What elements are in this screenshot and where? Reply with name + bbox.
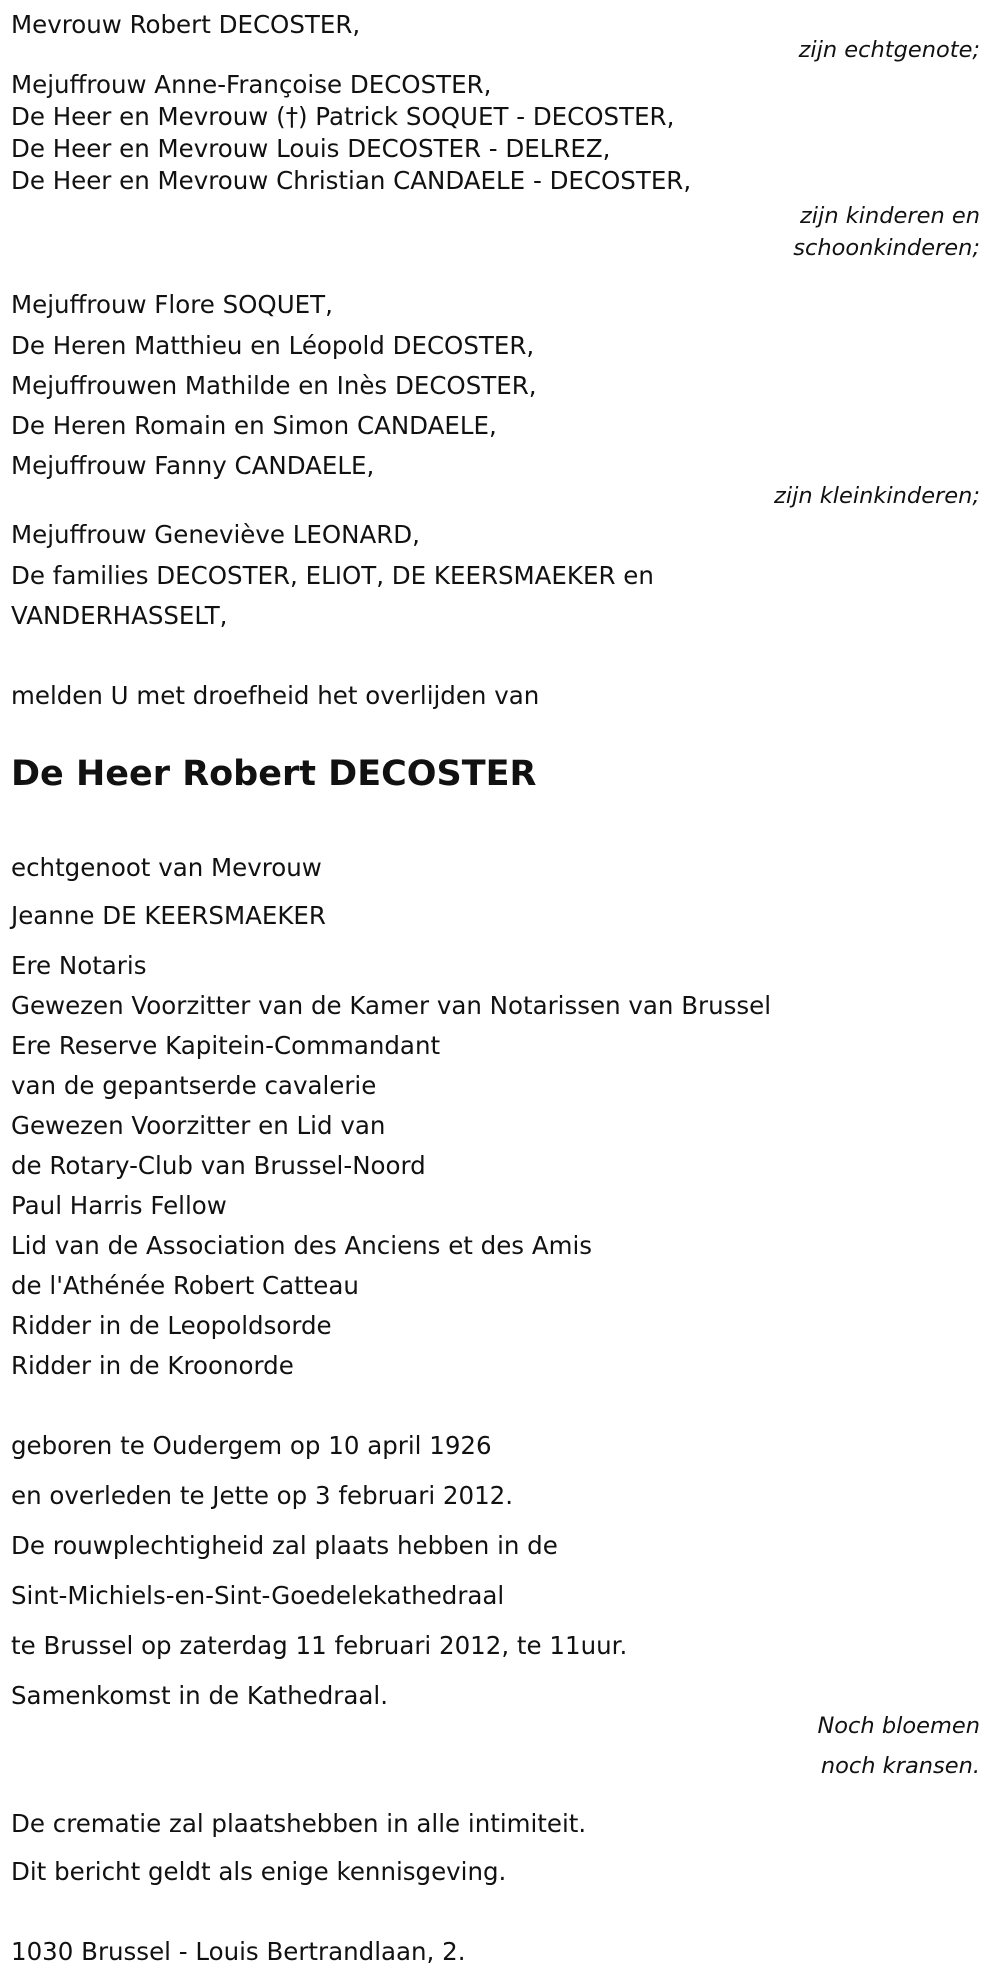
announcer-grandchild: Mejuffrouw Fanny CANDAELE, — [11, 451, 375, 480]
title-line: Ridder in de Leopoldsorde — [11, 1311, 332, 1340]
announcer-spouse: Mevrouw Robert DECOSTER, — [11, 10, 361, 39]
detail-line: De rouwplechtigheid zal plaats hebben in de — [11, 1531, 558, 1560]
announcer-grandchild: Mejuffrouwen Mathilde en Inès DECOSTER, — [11, 371, 537, 400]
announcer-other: VANDERHASSELT, — [11, 601, 228, 630]
address: 1030 Brussel - Louis Bertrandlaan, 2. — [11, 1937, 466, 1966]
announcer-child: De Heer en Mevrouw (†) Patrick SOQUET - DECOSTER, — [11, 102, 675, 131]
announcer-child: De Heer en Mevrouw Louis DECOSTER - DELREZ, — [11, 134, 611, 163]
closing-line: Dit bericht geldt als enige kennisgeving. — [11, 1857, 507, 1886]
title-line: Gewezen Voorzitter en Lid van — [11, 1111, 386, 1140]
announcer-child: Mejuffrouw Anne-Françoise DECOSTER, — [11, 70, 492, 99]
title-line: van de gepantserde cavalerie — [11, 1071, 377, 1100]
children-role-line-2: schoonkinderen; — [793, 235, 980, 261]
spouse-info-line: echtgenoot van Mevrouw — [11, 853, 322, 882]
announcer-other: Mejuffrouw Geneviève LEONARD, — [11, 520, 420, 549]
detail-line: geboren te Oudergem op 10 april 1926 — [11, 1431, 492, 1460]
announcer-grandchild: Mejuffrouw Flore SOQUET, — [11, 290, 333, 319]
spouse-info-name: Jeanne DE KEERSMAEKER — [11, 901, 326, 930]
spouse-role: zijn echtgenote; — [798, 37, 980, 63]
detail-line: en overleden te Jette op 3 februari 2012. — [11, 1481, 514, 1510]
title-line: de l'Athénée Robert Catteau — [11, 1271, 359, 1300]
detail-line: Sint-Michiels-en-Sint-Goedelekathedraal — [11, 1581, 505, 1610]
grandchildren-role: zijn kleinkinderen; — [774, 483, 980, 509]
title-line: Ere Notaris — [11, 951, 147, 980]
title-line: de Rotary-Club van Brussel-Noord — [11, 1151, 426, 1180]
children-role-line-1: zijn kinderen en — [800, 203, 980, 229]
detail-line: te Brussel op zaterdag 11 februari 2012, te 11uur. — [11, 1631, 628, 1660]
announcer-child: De Heer en Mevrouw Christian CANDAELE - DECOSTER, — [11, 166, 692, 195]
title-line: Ridder in de Kroonorde — [11, 1351, 294, 1380]
announcement-text: melden U met droefheid het overlijden van — [11, 681, 540, 710]
flowers-note-line-1: Noch bloemen — [817, 1713, 980, 1739]
detail-line: Samenkomst in de Kathedraal. — [11, 1681, 388, 1710]
title-line: Gewezen Voorzitter van de Kamer van Notarissen van Brussel — [11, 991, 772, 1020]
announcer-grandchild: De Heren Matthieu en Léopold DECOSTER, — [11, 331, 535, 360]
announcer-other: De families DECOSTER, ELIOT, DE KEERSMAEKER en — [11, 561, 654, 590]
announcer-grandchild: De Heren Romain en Simon CANDAELE, — [11, 411, 497, 440]
closing-line: De crematie zal plaatshebben in alle intimiteit. — [11, 1809, 587, 1838]
deceased-name: De Heer Robert DECOSTER — [11, 754, 537, 794]
flowers-note-line-2: noch kransen. — [820, 1753, 980, 1779]
title-line: Paul Harris Fellow — [11, 1191, 227, 1220]
title-line: Lid van de Association des Anciens et des Amis — [11, 1231, 593, 1260]
title-line: Ere Reserve Kapitein-Commandant — [11, 1031, 441, 1060]
